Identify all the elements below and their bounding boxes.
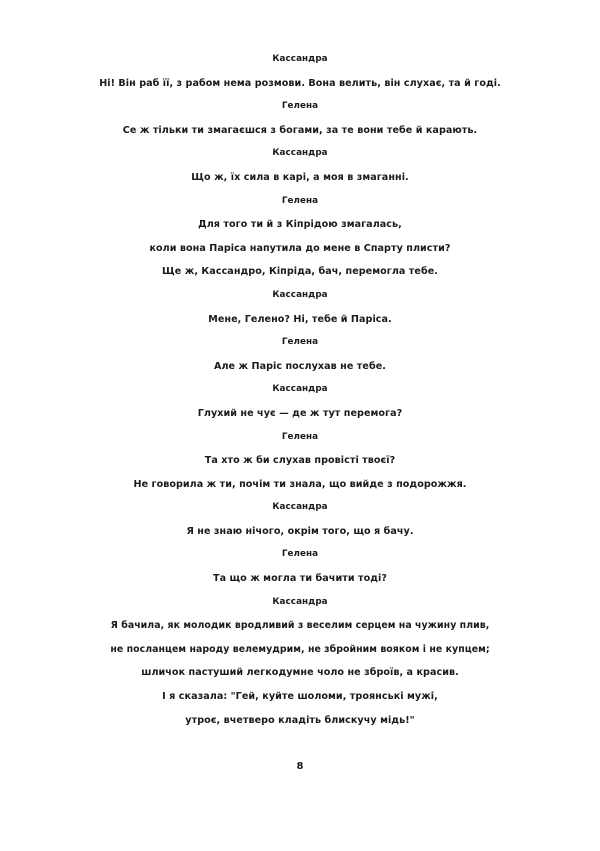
speech-line: Се ж тільки ти змагаєшся з богами, за те вони тебе й карають. (122, 124, 478, 136)
speaker-name: Гелена (281, 101, 319, 112)
speech-line: Та що ж могла ти бачити тоді? (213, 573, 387, 585)
drama-text (0, 48, 600, 732)
speaker-name: Гелена (281, 195, 319, 206)
speaker-name: Кассандра (272, 148, 328, 159)
speech-line: Та хто ж би слухав провісті твоєї? (204, 455, 396, 467)
speaker-name: Кассандра (272, 502, 328, 513)
speech-line: коли вона Паріса напутила до мене в Спарту плисти? (149, 242, 451, 254)
speech-line: Я не знаю нічого, окрім того, що я бачу. (186, 525, 414, 537)
speech-line: Для того ти й з Кіпрідою змагалась, (198, 219, 402, 231)
speech-line: Але ж Паріс послухав не тебе. (214, 360, 386, 372)
speech-line: не посланцем народу велемудрим, не збройним вояком і не купцем; (110, 643, 490, 655)
speech-line: утроє, вчетверо кладіть блискучу мідь!" (185, 714, 415, 726)
speech-line: Що ж, їх сила в карі, а моя в змаганні. (191, 171, 409, 183)
speaker-name: Кассандра (272, 384, 328, 395)
speaker-name: Кассандра (272, 596, 328, 607)
speech-line: Не говорила ж ти, почім ти знала, що вийде з подорожжя. (133, 478, 467, 490)
speech-line: Ще ж, Кассандро, Кіпріда, бач, перемогла тебе. (162, 266, 438, 278)
speech-line: І я сказала: "Гей, куйте шоломи, троянські мужі, (162, 691, 438, 703)
speaker-name: Гелена (281, 337, 319, 348)
speech-line: Я бачила, як молодик вродливий з веселим серцем на чужину плив, (110, 620, 490, 632)
speech-line: Мене, Гелено? Ні, тебе й Паріса. (208, 313, 392, 325)
speaker-name: Гелена (281, 549, 319, 560)
speaker-name: Гелена (281, 431, 319, 442)
speech-line: Глухий не чує — де ж тут перемога? (197, 407, 403, 419)
speech-line: Ні! Він раб її, з рабом нема розмови. Вона велить, він слухає, та й годі. (99, 77, 501, 89)
page-number: 8 (296, 761, 304, 772)
speech-line: шличок пастуший легкодумне чоло не зброїв, а красив. (141, 667, 459, 679)
speaker-name: Кассандра (272, 54, 328, 64)
speaker-name: Кассандра (272, 289, 328, 300)
